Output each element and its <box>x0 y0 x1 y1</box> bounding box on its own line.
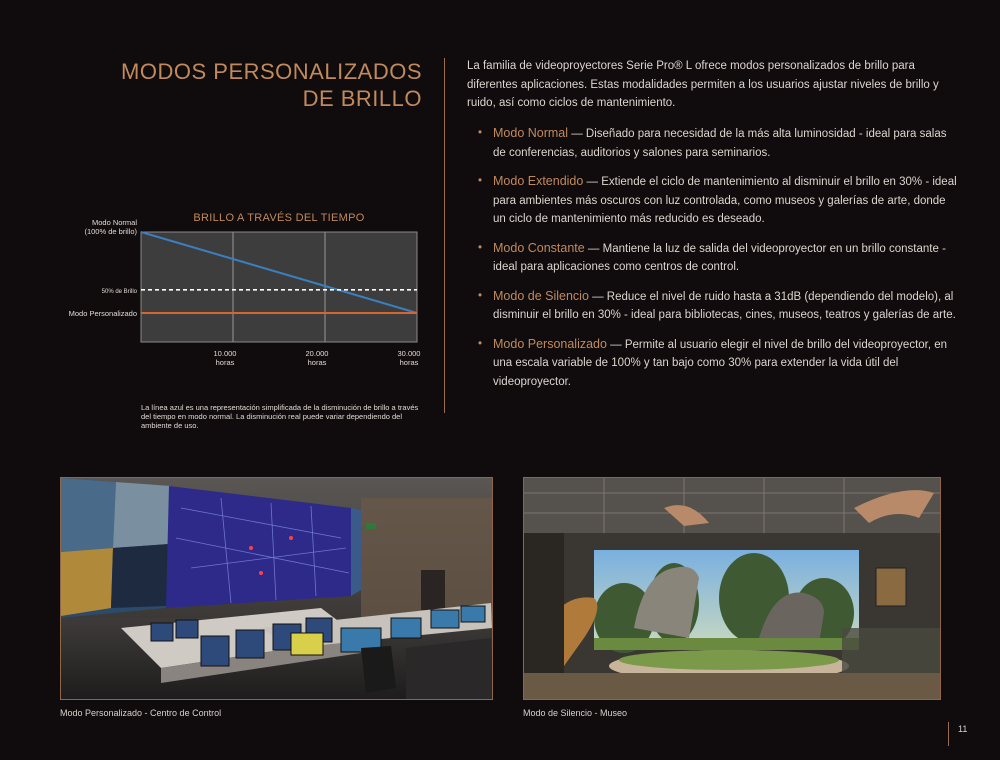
chart-title: BRILLO A TRAVÉS DEL TIEMPO <box>193 212 365 224</box>
y-label: Modo Normal <box>91 218 137 227</box>
mode-item-extendido <box>478 172 958 229</box>
mode-name: Modo de Silencio <box>493 288 589 303</box>
bullet-icon: • <box>478 127 483 139</box>
mode-name: Modo Extendido <box>493 174 584 188</box>
museum-photo <box>523 477 941 700</box>
bullet-icon: • <box>478 289 483 302</box>
modes-list <box>478 124 958 401</box>
mode-name: Modo Constante <box>493 240 585 255</box>
chart-note: La línea azul es una representación simplificada de la disminución de brillo a través del tiempo en modo normal. La disminución real puede variar dependiendo del ambiente de uso. <box>141 403 419 430</box>
mode-item-constante <box>478 239 958 277</box>
mode-description: — Diseñado para necesidad de la más alta luminosidad - ideal para salas de conferencias, auditorios y salones para seminarios. <box>493 128 947 159</box>
mode-item-silencio <box>478 287 958 325</box>
x-tick-label: 20.000 <box>305 349 329 358</box>
page-number: 11 <box>958 724 968 734</box>
page-title-line-1: MODOS PERSONALIZADOS <box>121 59 422 84</box>
x-tick-label: 30.000 <box>397 349 421 358</box>
right-photo-caption: Modo de Silencio - Museo <box>523 708 628 718</box>
brightness-chart <box>0 0 460 400</box>
page-number-divider <box>948 722 949 746</box>
bullet-icon: • <box>478 241 483 254</box>
mode-description: — Reduce el nivel de ruido hasta a 31dB (dependiendo del modelo), al disminuir el brillo en 30% - ideal para bibliotecas, cines, museos, teatros y galerías de arte. <box>493 290 956 321</box>
x-tick-unit-label: horas <box>399 358 419 367</box>
page-title-line-2: DE BRILLO <box>302 86 422 111</box>
mode-name: Modo Normal <box>493 126 569 140</box>
x-tick-unit-label: horas <box>307 358 327 367</box>
mode-description: — Mantiene la luz de salida del videoproyector en un brillo constante - ideal para aplicaciones como centros de control. <box>493 242 946 273</box>
x-tick-unit-label: horas <box>215 358 235 367</box>
left-photo-caption: Modo Personalizado - Centro de Control <box>60 708 222 718</box>
chart-plot-area <box>141 232 417 342</box>
mode-item-normal <box>478 124 958 162</box>
mode-item-personalizado <box>478 335 958 392</box>
control-room-photo <box>60 477 493 700</box>
y-label: Modo Personalizado <box>68 309 137 318</box>
mode-description: — Permite al usuario elegir el nivel de brillo del videoproyector, en una escala variable de 100% y tan bajo como 30% para extender la vida útil del videoproyector. <box>493 338 948 388</box>
y-label: 50% de Brillo <box>101 288 137 295</box>
bullet-icon: • <box>478 175 483 187</box>
mode-description: — Extiende el ciclo de mantenimiento al disminuir el brillo en 30% - ideal para ambientes más oscuros con luz controlada, como museos y galerías de arte, donde un ciclo de mantenimiento más reducido es deseado. <box>493 176 957 225</box>
x-tick-label: 10.000 <box>213 349 237 358</box>
bullet-icon: • <box>478 337 483 350</box>
mode-name: Modo Personalizado <box>493 336 607 351</box>
intro-paragraph: La familia de videoproyectores Serie Pro® L ofrece modos personalizados de brillo para diferentes aplicaciones. Estas modalidades permiten a los usuarios ajustar niveles de brillo y ruido, así como ciclos de mantenimiento. <box>467 60 939 109</box>
y-label-sub: (100% de brillo) <box>84 227 137 236</box>
